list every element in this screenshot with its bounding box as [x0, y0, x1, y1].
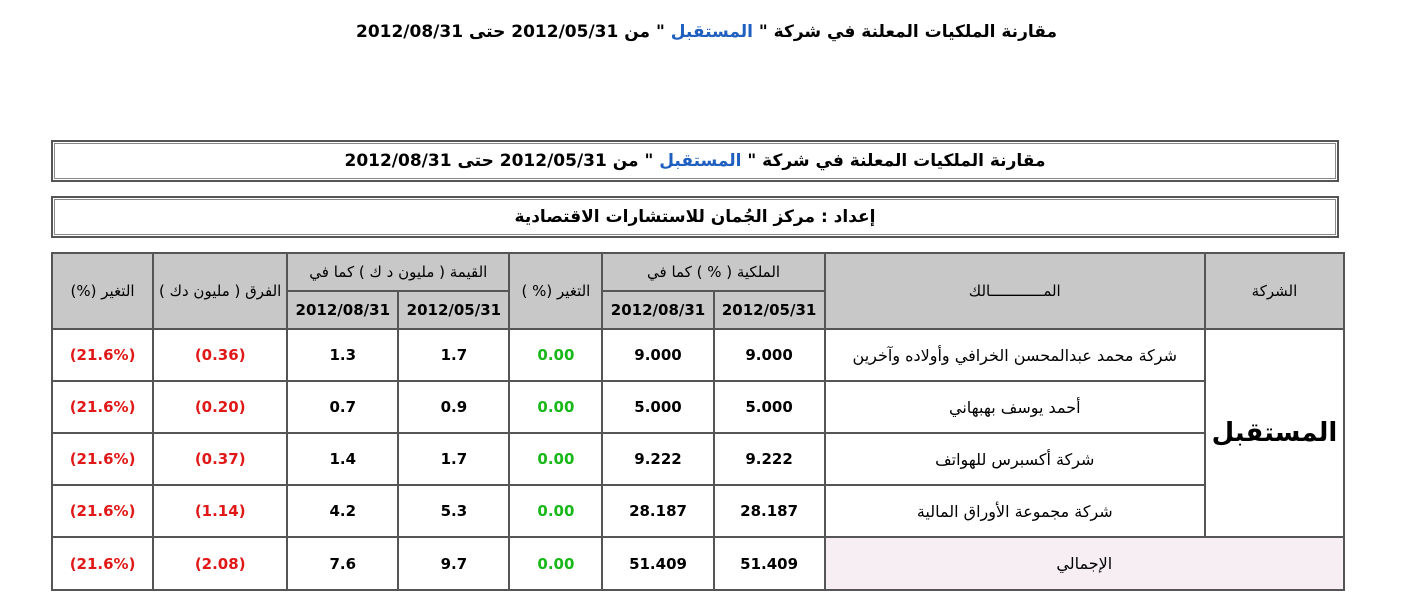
owner-cell: شركة محمد عبدالمحسن الخرافي وأولاده وآخرين: [825, 329, 1205, 381]
ownership-date2-cell: 9.222: [602, 433, 713, 485]
table-row: [52, 329, 1344, 381]
company-highlight: المستقبل: [670, 22, 759, 42]
total-value-change-cell: (21.6%): [52, 537, 153, 590]
total-diff-cell: (2.08): [153, 537, 287, 590]
ownership-change-cell: 0.00: [509, 485, 602, 537]
header-ownership: الملكية ( % ) كما في: [602, 253, 824, 291]
header-ownership-change: التغير (% ): [509, 253, 602, 329]
header-value: القيمة ( مليون د ك ) كما في: [287, 253, 509, 291]
value-change-cell: (21.6%): [52, 381, 153, 433]
header-ownership-date2: 2012/08/31: [602, 291, 713, 329]
total-ownership-date2-cell: 51.409: [602, 537, 713, 590]
value-date1-cell: 1.7: [398, 433, 509, 485]
total-row: [52, 537, 1344, 590]
header-ownership-date1: 2012/05/31: [714, 291, 825, 329]
company-highlight: المستقبل: [659, 151, 748, 171]
diff-cell: (0.37): [153, 433, 287, 485]
ownership-date2-cell: 5.000: [602, 381, 713, 433]
owner-cell: شركة أكسبرس للهواتف: [825, 433, 1205, 485]
ownership-date1-cell: 9.000: [714, 329, 825, 381]
ownership-date2-cell: 28.187: [602, 485, 713, 537]
value-date1-cell: 1.7: [398, 329, 509, 381]
ownership-change-cell: 0.00: [509, 329, 602, 381]
value-date2-cell: 1.4: [287, 433, 398, 485]
prepared-by-box: إعداد : مركز الجُمان للاستشارات الاقتصادية: [51, 196, 1339, 238]
header-value-change: التغير (%): [52, 253, 153, 329]
header-value-date1: 2012/05/31: [398, 291, 509, 329]
diff-cell: (0.36): [153, 329, 287, 381]
diff-cell: (0.20): [153, 381, 287, 433]
ownership-change-cell: 0.00: [509, 433, 602, 485]
value-date2-cell: 0.7: [287, 381, 398, 433]
ownership-date2-cell: 9.000: [602, 329, 713, 381]
ownership-date1-cell: 5.000: [714, 381, 825, 433]
owner-cell: شركة مجموعة الأوراق المالية: [825, 485, 1205, 537]
diff-cell: (1.14): [153, 485, 287, 537]
header-company: الشركة: [1205, 253, 1344, 329]
header-diff: الفرق ( مليون دك ): [153, 253, 287, 329]
page-title: مقارنة الملكيات المعلنة في شركة " المستقبل " من 2012/05/31 حتى 2012/08/31: [355, 22, 1057, 42]
total-value-date2-cell: 7.6: [287, 537, 398, 590]
value-date2-cell: 4.2: [287, 485, 398, 537]
table-row: [52, 381, 1344, 433]
table-row: [52, 433, 1344, 485]
table-title-box: مقارنة الملكيات المعلنة في شركة " المستقبل " من 2012/05/31 حتى 2012/08/31: [51, 140, 1339, 182]
total-value-date1-cell: 9.7: [398, 537, 509, 590]
company-cell: المستقبل: [1205, 329, 1344, 537]
ownership-table: [51, 252, 1345, 591]
header-owner: المــــــــــــالك: [825, 253, 1205, 329]
total-ownership-change-cell: 0.00: [509, 537, 602, 590]
ownership-date1-cell: 28.187: [714, 485, 825, 537]
total-ownership-date1-cell: 51.409: [714, 537, 825, 590]
table-row: [52, 485, 1344, 537]
total-label-cell: الإجمالي: [825, 537, 1344, 590]
value-date2-cell: 1.3: [287, 329, 398, 381]
header-value-date2: 2012/08/31: [287, 291, 398, 329]
value-change-cell: (21.6%): [52, 485, 153, 537]
value-date1-cell: 0.9: [398, 381, 509, 433]
value-date1-cell: 5.3: [398, 485, 509, 537]
ownership-date1-cell: 9.222: [714, 433, 825, 485]
value-change-cell: (21.6%): [52, 433, 153, 485]
owner-cell: أحمد يوسف بهبهاني: [825, 381, 1205, 433]
ownership-change-cell: 0.00: [509, 381, 602, 433]
value-change-cell: (21.6%): [52, 329, 153, 381]
